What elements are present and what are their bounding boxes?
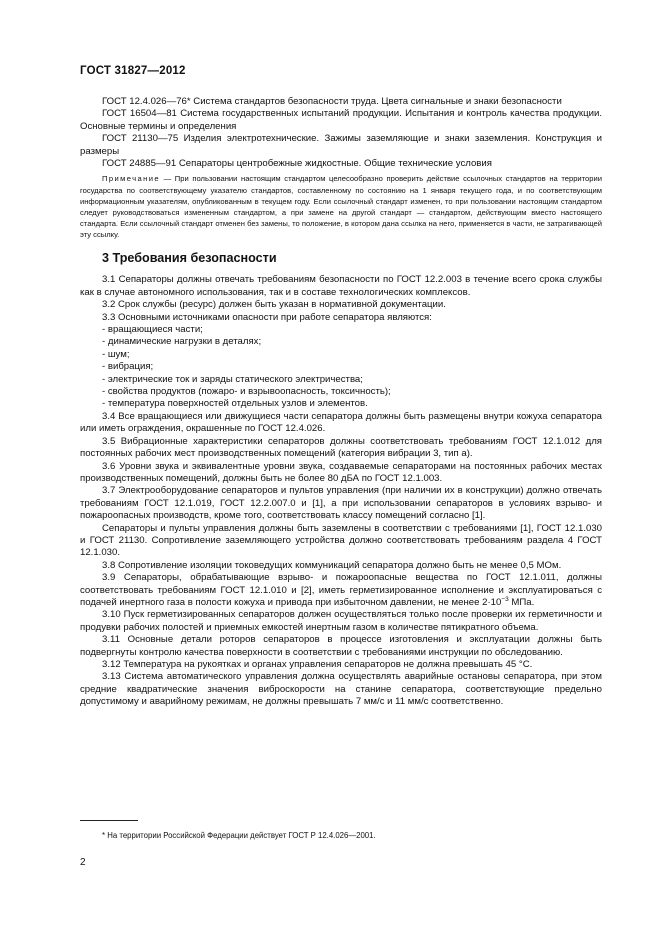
note-paragraph: [80, 173, 602, 240]
reference-item: ГОСТ 12.4.026—76* Система стандартов безопасности труда. Цвета сигнальные и знаки безопасности: [102, 96, 562, 107]
clause-3-5: 3.5 Вибрационные характеристики сепараторов должны соответствовать требованиям ГОСТ 12.1.012 для постоянных рабочих мест производственных помещений (категория вибрации 3, тип а).: [80, 435, 602, 460]
clause-3-13: 3.13 Система автоматического управления должна осуществлять аварийные остановы сепаратора, при этом средние квадратические значения виброскорости на станине сепаратора, соответствующие предельно допустимому и аварийному режимам, не должны превышать 7 мм/с и 11 мм/с соответственно.: [80, 671, 602, 708]
note-label: Примечание: [102, 174, 160, 184]
reference-item: ГОСТ 21130—75 Изделия электротехнические. Зажимы заземляющие и знаки заземления. Конструкция и размеры: [80, 133, 602, 157]
hazard-item: - вибрация;: [102, 361, 154, 373]
exponent: −3: [501, 595, 509, 603]
clause-3-12: 3.12 Температура на рукоятках и органах управления сепараторов не должна превышать 45 °С.: [102, 659, 533, 670]
clause-3-9-text: 3.9 Сепараторы, обрабатывающие взрыво- и пожароопасные вещества по ГОСТ 12.1.011, должны соответствовать требованиям ГОСТ 12.1.010 и [2], иметь герметизированное исполнение и эксплуатироваться с подачей инертного газа в полости кожуха и привода при избыточном давлении, не менее 2·10: [80, 572, 602, 608]
hazard-item: - электрические ток и заряды статического электричества;: [102, 373, 363, 385]
clause-3-11: 3.11 Основные детали роторов сепараторов в процессе изготовления и эксплуатации должны быть подвергнуты контролю качества поверхности в соответствии с требованиями инструкции по обследованию.: [80, 634, 602, 658]
hazard-item: - шум;: [102, 348, 130, 360]
reference-item: ГОСТ 16504—81 Система государственных испытаний продукции. Испытания и контроль качества продукции. Основные термины и определения: [80, 108, 602, 132]
clause-3-2: 3.2 Срок службы (ресурс) должен быть указан в нормативной документации.: [102, 299, 446, 311]
clause-3-8: 3.8 Сопротивление изоляции токоведущих коммуникаций сепаратора должно быть не менее 0,5 МОм.: [102, 559, 562, 571]
footnote-separator: [80, 820, 138, 821]
clause-3-3: 3.3 Основными источниками опасности при работе сепаратора являются:: [102, 311, 432, 323]
clause-3-10: 3.10 Пуск герметизированных сепараторов должен осуществляться только после проверки их герметичности и продувки рабочих полостей и приемных емкостей инертным газом в количестве пятикратного объема.: [80, 609, 602, 633]
hazard-item: - свойства продуктов (пожаро- и взрывоопасность, токсичность);: [102, 386, 391, 398]
clause-3-7-grounding: Сепараторы и пульты управления должны быть заземлены в соответствии с требованиями [1], ГОСТ 12.1.030 и ГОСТ 21130. Сопротивление заземляющего устройства должно соответствовать требованиям раздела 4 ГОСТ 12.1.030.: [80, 522, 602, 559]
reference-item: ГОСТ 24885—91 Сепараторы центробежные жидкостные. Общие технические условия: [102, 158, 492, 170]
clause-3-1: 3.1 Сепараторы должны отвечать требованиям безопасности по ГОСТ 12.2.003 в течение всего срока службы как в случае автономного использования, так и в составе технологических комплексов.: [80, 274, 602, 298]
document-body: [80, 96, 602, 709]
hazard-item: - вращающиеся части;: [102, 324, 203, 336]
clause-3-6: 3.6 Уровни звука и эквивалентные уровни звука, создаваемые сепараторами на постоянных рабочих местах производственных помещений, должны быть не более 80 дБА по ГОСТ 12.1.003.: [80, 460, 602, 484]
footnote: * На территории Российской Федерации действует ГОСТ Р 12.4.026—2001.: [102, 831, 376, 840]
hazard-item: - температура поверхностей отдельных узлов и элементов.: [102, 398, 368, 410]
hazard-item: - динамические нагрузки в деталях;: [102, 336, 262, 348]
unit: МПа.: [508, 596, 535, 608]
clause-3-7: 3.7 Электрооборудование сепараторов и пультов управления (при наличии их в конструкции) должно отвечать требованиям ГОСТ 12.1.019, ГОСТ 12.2.007.0 и [1], а при использовании сепараторов в условиях взрыво- и пожароопасных производств, кроме того, соответствовать классу помещений согласно [1].: [80, 485, 602, 522]
running-header: ГОСТ 31827—2012: [80, 65, 186, 77]
page-number: 2: [80, 857, 86, 868]
note-text: — При пользовании настоящим стандартом целесообразно проверить действие ссылочных стандартов на территории государства по соответствующему указателю стандартов, составленному по состоянию на 1 января текущего года, и по соответствующим информационным указателям, опубликованным в текущем году. Если ссылочный стандарт изменен, то при пользовании настоящим стандартом следует руководствоваться измененным стандартом, а при замене на другой стандарт — стандартом, действующим вместо настоящего стандарта. Если ссылочный стандарт отменен без замены, то положение, в котором дана ссылка на него, применяется в части, не затрагивающей эту ссылку.: [80, 174, 602, 239]
clause-3-4: 3.4 Все вращающиеся или движущиеся части сепаратора должны быть размещены внутри кожуха сепаратора или иметь ограждения, окрашенные по ГОСТ 12.4.026.: [80, 410, 602, 435]
clause-3-9: [80, 572, 602, 609]
section-heading: 3 Требования безопасности: [102, 251, 277, 265]
